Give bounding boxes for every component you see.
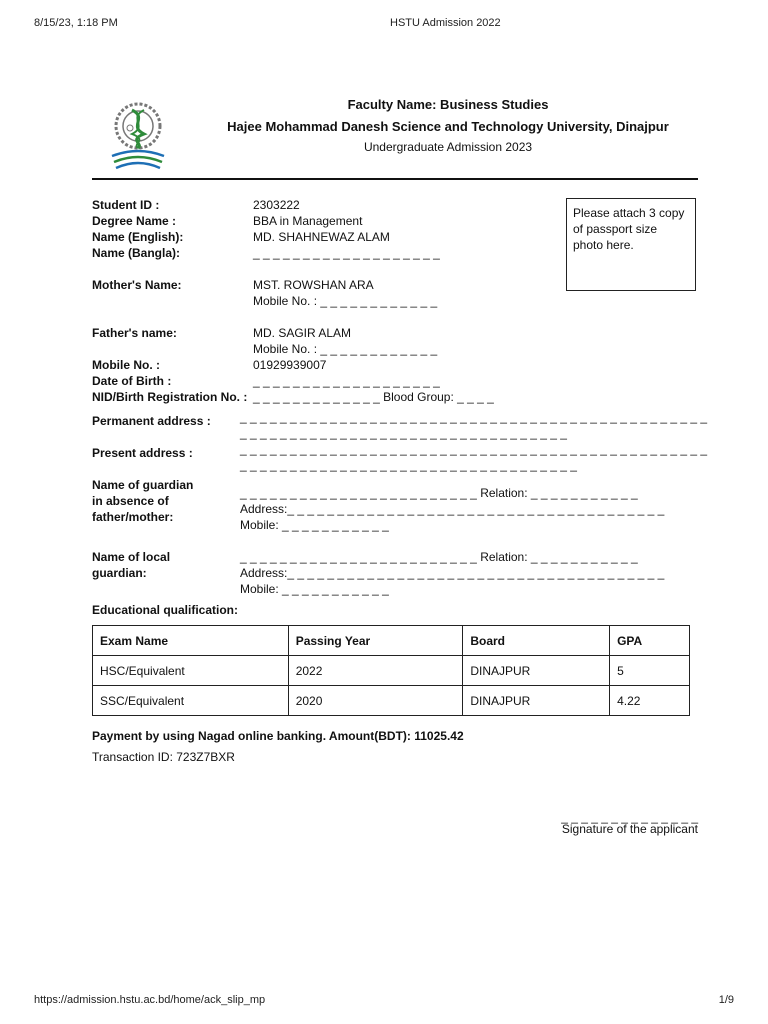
page-number: 1/9 — [718, 994, 734, 1006]
signature-label: Signature of the applicant — [561, 822, 698, 836]
header-exam-name: Exam Name — [93, 626, 289, 656]
print-url: https://admission.hstu.ac.bd/home/ack_slip_mp — [34, 994, 266, 1006]
name-bangla-blank: _ _ _ _ _ _ _ _ _ _ _ _ _ _ _ _ _ _ _ — [253, 246, 440, 260]
faculty-title: Faculty Name: Business Studies — [347, 97, 549, 112]
header-board: Board — [463, 626, 610, 656]
permanent-address-label: Permanent address : — [92, 414, 211, 428]
guardian-label-line-3: father/mother: — [92, 510, 174, 524]
mother-name-label: Mother's Name: — [92, 278, 182, 292]
degree-label: Degree Name : — [92, 214, 177, 228]
present-address-label: Present address : — [92, 446, 193, 460]
photo-placeholder: Please attach 3 copy of passport size photo here. — [566, 198, 696, 291]
university-name: Hajee Mohammad Danesh Science and Technology University, Dinajpur — [227, 119, 669, 134]
name-bangla-label: Name (Bangla): — [92, 246, 181, 260]
mobile-label: Mobile No. : — [92, 358, 160, 372]
cell-exam-name: SSC/Equivalent — [93, 686, 289, 716]
header-passing-year: Passing Year — [288, 626, 463, 656]
dob-label: Date of Birth : — [92, 374, 172, 388]
signature-line: _ _ _ _ _ _ _ _ _ _ _ _ _ _ — [561, 810, 698, 824]
payment-info: Payment by using Nagad online banking. Amount(BDT): 11025.42 — [92, 729, 464, 743]
local-guardian-name-relation: _ _ _ _ _ _ _ _ _ _ _ _ _ _ _ _ _ _ _ _ _ _ _ _ Relation: _ _ _ _ _ _ _ _ _ _ _ — [240, 550, 638, 564]
table-row — [93, 686, 690, 716]
cell-board: DINAJPUR — [463, 656, 610, 686]
cell-gpa: 4.22 — [610, 686, 690, 716]
mother-mobile: Mobile No. : _ _ _ _ _ _ _ _ _ _ _ _ — [253, 294, 438, 308]
admission-title: Undergraduate Admission 2023 — [363, 140, 533, 154]
cell-gpa: 5 — [610, 656, 690, 686]
student-id-value: 2303222 — [253, 198, 300, 212]
nid-blood-blank: _ _ _ _ _ _ _ _ _ _ _ _ _ Blood Group: _ _ _ _ — [253, 390, 494, 404]
education-table — [92, 625, 690, 716]
local-guardian-mobile: Mobile: _ _ _ _ _ _ _ _ _ _ _ — [240, 582, 389, 596]
print-title: HSTU Admission 2022 — [390, 17, 501, 29]
name-english-label: Name (English): — [92, 230, 184, 244]
permanent-address-line-1: _ _ _ _ _ _ _ _ _ _ _ _ _ _ _ _ _ _ _ _ _ _ _ _ _ _ _ _ _ _ _ _ _ _ _ _ _ _ _ _ _ _ _ _ _ _ _ — [240, 410, 708, 424]
local-guardian-label-line-1: Name of local — [92, 550, 171, 564]
cell-exam-name: HSC/Equivalent — [93, 656, 289, 686]
local-guardian-address: Address:_ _ _ _ _ _ _ _ _ _ _ _ _ _ _ _ _ _ _ _ _ _ _ _ _ _ _ _ _ _ _ _ _ _ _ _ _ _ — [240, 566, 665, 580]
father-name-label: Father's name: — [92, 326, 177, 340]
guardian-mobile: Mobile: _ _ _ _ _ _ _ _ _ _ _ — [240, 518, 389, 532]
guardian-label-line-2: in absence of — [92, 494, 169, 508]
education-label: Educational qualification: — [92, 603, 239, 617]
print-datetime: 8/15/23, 1:18 PM — [34, 17, 118, 29]
cell-board: DINAJPUR — [463, 686, 610, 716]
header-gpa: GPA — [610, 626, 690, 656]
table-row — [93, 656, 690, 686]
mobile-value: 01929939007 — [253, 358, 327, 372]
father-mobile: Mobile No. : _ _ _ _ _ _ _ _ _ _ _ _ — [253, 342, 438, 356]
cell-passing-year: 2022 — [288, 656, 463, 686]
permanent-address-line-2: _ _ _ _ _ _ _ _ _ _ _ _ _ _ _ _ _ _ _ _ _ _ _ _ _ _ _ _ _ _ _ _ _ — [240, 426, 567, 440]
nid-label: NID/Birth Registration No. : — [92, 390, 248, 404]
table-header-row — [93, 626, 690, 656]
present-address-line-2: _ _ _ _ _ _ _ _ _ _ _ _ _ _ _ _ _ _ _ _ _ _ _ _ _ _ _ _ _ _ _ _ _ _ — [240, 458, 577, 472]
guardian-name-relation: _ _ _ _ _ _ _ _ _ _ _ _ _ _ _ _ _ _ _ _ _ _ _ _ Relation: _ _ _ _ _ _ _ _ _ _ _ — [240, 486, 638, 500]
guardian-label-line-1: Name of guardian — [92, 478, 194, 492]
name-english-value: MD. SHAHNEWAZ ALAM — [253, 230, 390, 244]
dob-blank: _ _ _ _ _ _ _ _ _ _ _ _ _ _ _ _ _ _ _ — [253, 374, 440, 388]
degree-value: BBA in Management — [253, 214, 363, 228]
transaction-id: Transaction ID: 723Z7BXR — [92, 750, 235, 764]
header-divider — [92, 178, 698, 180]
student-id-label: Student ID : — [92, 198, 160, 212]
father-name-value: MD. SAGIR ALAM — [253, 326, 352, 340]
mother-name-value: MST. ROWSHAN ARA — [253, 278, 374, 292]
guardian-address: Address:_ _ _ _ _ _ _ _ _ _ _ _ _ _ _ _ _ _ _ _ _ _ _ _ _ _ _ _ _ _ _ _ _ _ _ _ _ _ — [240, 502, 665, 516]
present-address-line-1: _ _ _ _ _ _ _ _ _ _ _ _ _ _ _ _ _ _ _ _ _ _ _ _ _ _ _ _ _ _ _ _ _ _ _ _ _ _ _ _ _ _ _ _ _ _ _ — [240, 442, 708, 456]
local-guardian-label-line-2: guardian: — [92, 566, 147, 580]
cell-passing-year: 2020 — [288, 686, 463, 716]
